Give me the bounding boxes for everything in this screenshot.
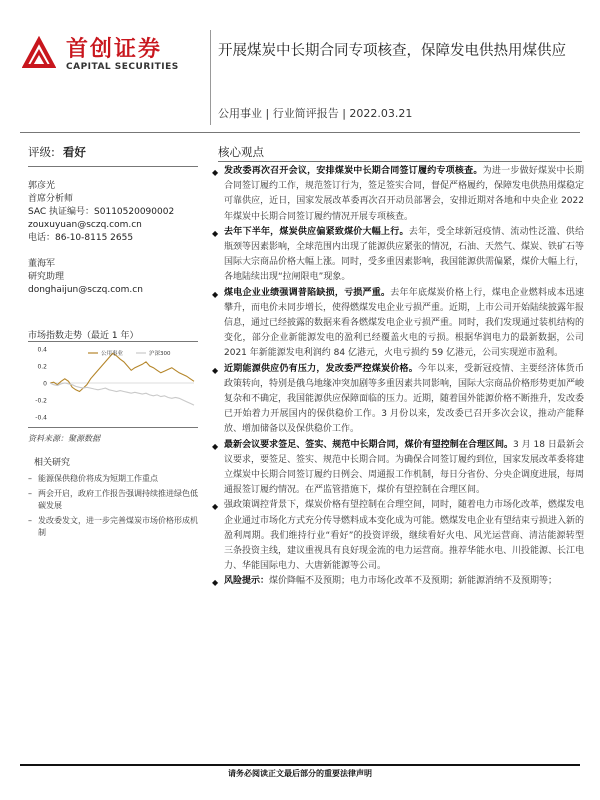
rating [28,144,86,160]
related-title: 相关研究 [34,458,71,468]
point-heading: 最新会议要求签足、签实、规范中长期合同，煤价有望控制在合理区间。 [224,439,514,450]
core-points [212,164,584,591]
related-item[interactable] [28,473,198,485]
y-tick-label: -0.2 [35,397,47,405]
report-title: 开展煤炭中长期合同专项核查，保障发电供热用煤供应 [218,43,566,59]
point-text: 今年以来，受新冠疫情、主要经济体货币政策转向，特别是俄乌地缘冲突加剧等多重因素共同影响，国际大宗商品价格形势更加严峻复杂和不确定，我国能源供应保障面临的压力。近期，随着国外能源价格不断推升，发改委已开始着力开展国内的保供稳价工作。3 月份以来，发改委已召开多次会议，推动产能释放、增加储备以及保供稳价工作。 [224,363,585,435]
capital-securities-logo-icon [22,36,56,70]
legend-label: 公用事业 [101,351,124,357]
point-heading: 发改委再次召开会议，安排煤炭中长期合同签订履约专项核查。 [224,166,483,176]
chart-rule-top [28,341,198,342]
analyst-email[interactable]: donghaijun@sczq.com.cn [28,285,143,295]
point-text: 去年，受全球新冠疫情、流动性泛滥、供给瓶颈等因素影响，全球范围内出现了能源供应紧张的情况，石油、天然气、煤炭、铁矿石等国际大宗商品价格大幅上涨。同时，受多重因素影响，我国能源供需偏紧，煤价大幅上行，各地陆续出现“拉闸限电”现象。 [224,226,585,283]
analyst-line: 郭彦光 [28,181,56,191]
rating-value: 看好 [62,145,86,159]
report-subtitle: 公用事业 | 行业简评报告 | 2022.03.21 [218,107,413,120]
analyst-email[interactable]: zouxuyuan@sczq.com.cn [28,220,142,230]
legal-disclaimer: 请务必阅读正文最后部分的重要法律声明 [228,769,372,778]
core-point [212,498,584,574]
related-item-text[interactable]: 两会开启，政府工作报告强调持续推进绿色低碳发展 [38,489,198,510]
core-point [212,574,584,590]
core-views-rule [218,161,582,162]
y-tick-label: 0.4 [37,346,47,354]
analyst-line: 首席分析师 [28,194,74,204]
logo-chinese-name: 首创证券 [66,37,163,62]
chart-title: 市场指数走势（最近 1 年） [28,331,139,341]
related-research [28,455,198,542]
dash-icon: – [28,474,32,483]
point-text: 强政策调控背景下，煤炭价格有望控制在合理空间，同时，随着电力市场化改革，燃煤发电企业通过市场化方式充分传导燃料成本变化成为可能。燃煤发电企业有望结束亏损进入新的盈利周期。我们维持行业“看好”的投资评级，继续看好火电、风光运营商、清洁能源转型三条投资主线，建议重视具有良好现金流的电力运营商。推荐华能水电、川投能源、长江电力、华能国际电力、大唐新能源等公司。 [224,500,585,572]
analyst-spacer [28,245,174,258]
series-line-1 [50,353,194,391]
point-heading: 风险提示： [224,576,270,587]
rating-label: 评级: [28,145,55,159]
legend-label: 沪深300 [149,351,171,357]
point-text: 为进一步做好煤炭中长期合同签订履约工作，规范签订行为，签足签实合同，督促严格履约，保障发电供热用煤稳定可靠供应，近日，国家发展改革委再次召开动员部署会，安排近期对各地和中央企业 2022 年煤炭中长期合同签订履约情况开展专项核查。 [224,166,585,222]
dash-icon: – [28,516,32,525]
bullet-icon: ◆ [212,365,219,375]
y-tick-label: -0.4 [35,414,47,422]
point-heading: 煤电企业业绩强调普陷缺损，亏损严重。 [224,287,391,298]
bullet-icon: ◆ [212,168,219,177]
bullet-icon: ◆ [212,502,219,512]
market-index-chart [28,343,198,423]
bullet-icon: ◆ [212,228,219,238]
point-heading: 近期能源供应仍有压力，发改委严控煤炭价格。 [224,363,418,374]
company-logo [22,30,197,80]
point-text: 煤价降幅不及预期；电力市场化改革不及预期；新能源消纳不及预期等； [269,576,558,587]
bullet-icon: ◆ [212,578,219,588]
core-point [212,225,584,286]
header-divider [210,30,211,125]
related-item-text[interactable]: 能源保供稳价将成为短期工作重点 [38,474,158,483]
analyst-line: 董海军 [28,259,56,269]
related-item-text[interactable]: 发改委发文，进一步完善煤炭市场价格形成机制 [38,516,198,537]
header-rule [20,132,580,133]
y-tick-label: 0.2 [37,363,47,371]
related-item[interactable] [28,515,198,539]
analyst-line: 研究助理 [28,272,65,282]
bullet-icon: ◆ [212,289,219,299]
point-text: 去年年底煤炭价格上行，煤电企业燃料成本迅速攀升，而电价未同步增长，使得燃煤发电企业亏损严重。近期，上市公司开始陆续披露年报信息，通过已经披露的数据来看各燃煤发电企业亏损严重。同时，我们发现通过装机结构的变化，部分企业新能源发电的盈利已经覆盖火电的亏损。根据华润电力的最新数据，公司 2021 年新能源发电利润约 84 亿港元，火电亏损约 59 亿港元，公司实现逆市盈利。 [224,287,585,359]
analyst-line: 电话：86-10-8115 2655 [28,233,134,243]
chart-source: 资料来源：聚源数据 [28,434,100,443]
core-point [212,362,584,438]
core-views-title: 核心观点 [218,145,264,159]
core-point [212,286,584,362]
footer-rule [20,764,580,766]
dash-icon: – [28,489,32,498]
y-tick-label: 0 [43,380,47,388]
core-point [212,164,584,225]
chart-rule-bottom [28,427,198,428]
core-point [212,438,584,499]
rating-rule [28,166,198,167]
analyst-info [28,180,174,297]
point-text: 3 月 18 日最新会议要求，要签足、签实、规范中长期合同。为确保合同签订履约到位，国家发展改革委将建立煤炭中长期合同签订履约日例会、周通报工作机制，每日分省份、分央企调度进展，每周通报签订履约情况。在严监管措施下，煤价有望控制在合理区间。 [224,439,585,496]
related-item[interactable] [28,488,198,512]
bullet-icon: ◆ [212,441,219,451]
logo-english-name: CAPITAL SECURITIES [66,62,179,72]
analyst-line: SAC 执证编号：S0110520090002 [28,207,175,217]
point-heading: 去年下半年，煤炭供应偏紧致煤价大幅上行。 [224,226,409,237]
